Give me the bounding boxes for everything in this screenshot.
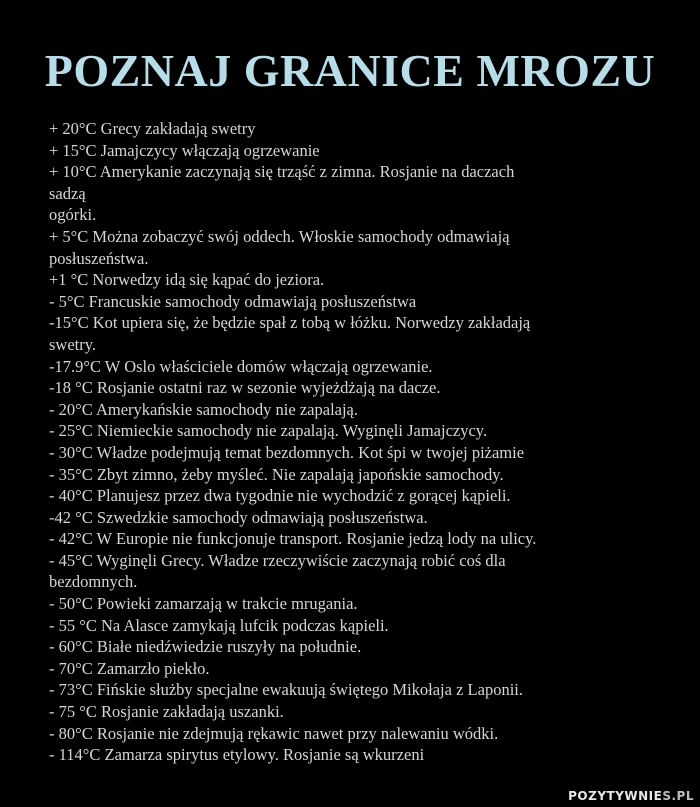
watermark-suffix: S.PL (662, 789, 694, 803)
watermark-site: POZYTYWNIE (568, 789, 663, 803)
temperature-line: - 42°C W Europie nie funkcjonuje transport. Rosjanie jedzą lody na ulicy. (49, 529, 537, 549)
temperature-line: -15°C Kot upiera się, że będzie spał z tobą w łóżku. Norwedzy zakładają (49, 313, 531, 333)
temperature-line: - 45°C Wyginęli Grecy. Władze rzeczywiście zaczynają robić coś dla (49, 550, 506, 570)
temperature-line: -17.9°C W Oslo właściciele domów włączają ogrzewanie. (49, 356, 433, 376)
temperature-line: - 40°C Planujesz przez dwa tygodnie nie wychodzić z gorącej kąpieli. (49, 486, 511, 506)
temperature-line: - 114°C Zamarza spirytus etylowy. Rosjanie są wkurzeni (49, 745, 425, 765)
temperature-list (49, 118, 649, 766)
site-watermark (568, 789, 694, 803)
temperature-line: - 55 °C Na Alasce zamykają lufcik podczas kąpieli. (49, 615, 389, 635)
temperature-line: - 73°C Fińskie służby specjalne ewakuują świętego Mikołaja z Laponii. (49, 680, 523, 700)
temperature-line: - 80°C Rosjanie nie zdejmują rękawic nawet przy nalewaniu wódki. (49, 723, 499, 743)
temperature-line: - 75 °C Rosjanie zakładają uszanki. (49, 702, 284, 722)
temperature-line: - 20°C Amerykańskie samochody nie zapalają. (49, 399, 359, 419)
temperature-line: + 10°C Amerykanie zaczynają się trząść z zimna. Rosjanie na daczach (49, 162, 515, 182)
temperature-line: ogórki. (49, 205, 97, 225)
temperature-line: + 5°C Można zobaczyć swój oddech. Włoskie samochody odmawiają (49, 226, 510, 246)
temperature-line: - 35°C Zbyt zimno, żeby myśleć. Nie zapalają japońskie samochody. (49, 464, 504, 484)
temperature-line: - 30°C Władze podejmują temat bezdomnych. Kot śpi w twojej piżamie (49, 442, 525, 462)
temperature-line: bezdomnych. (49, 572, 138, 592)
temperature-line: - 5°C Francuskie samochody odmawiają posłuszeństwa (49, 291, 417, 311)
temperature-line: + 15°C Jamajczycy włączają ogrzewanie (49, 140, 320, 160)
temperature-line: + 20°C Grecy zakładają swetry (49, 119, 256, 138)
temperature-line: posłuszeństwa. (49, 248, 149, 268)
temperature-line: sadzą (49, 183, 86, 203)
temperature-line: -18 °C Rosjanie ostatni raz w sezonie wyjeżdżają na dacze. (49, 378, 441, 398)
temperature-line: swetry. (49, 334, 97, 354)
temperature-line: - 25°C Niemieckie samochody nie zapalają. Wyginęli Jamajczycy. (49, 421, 488, 441)
temperature-line: - 60°C Białe niedźwiedzie ruszyły na południe. (49, 637, 362, 657)
temperature-line: - 70°C Zamarzło piekło. (49, 658, 210, 678)
page-title: POZNAJ GRANICE MROZU (44, 44, 656, 96)
temperature-line: -42 °C Szwedzkie samochody odmawiają posłuszeństwa. (49, 507, 428, 527)
temperature-line: - 50°C Powieki zamarzają w trakcie mrugania. (49, 594, 358, 614)
temperature-line: +1 °C Norwedzy idą się kąpać do jeziora. (49, 270, 325, 290)
